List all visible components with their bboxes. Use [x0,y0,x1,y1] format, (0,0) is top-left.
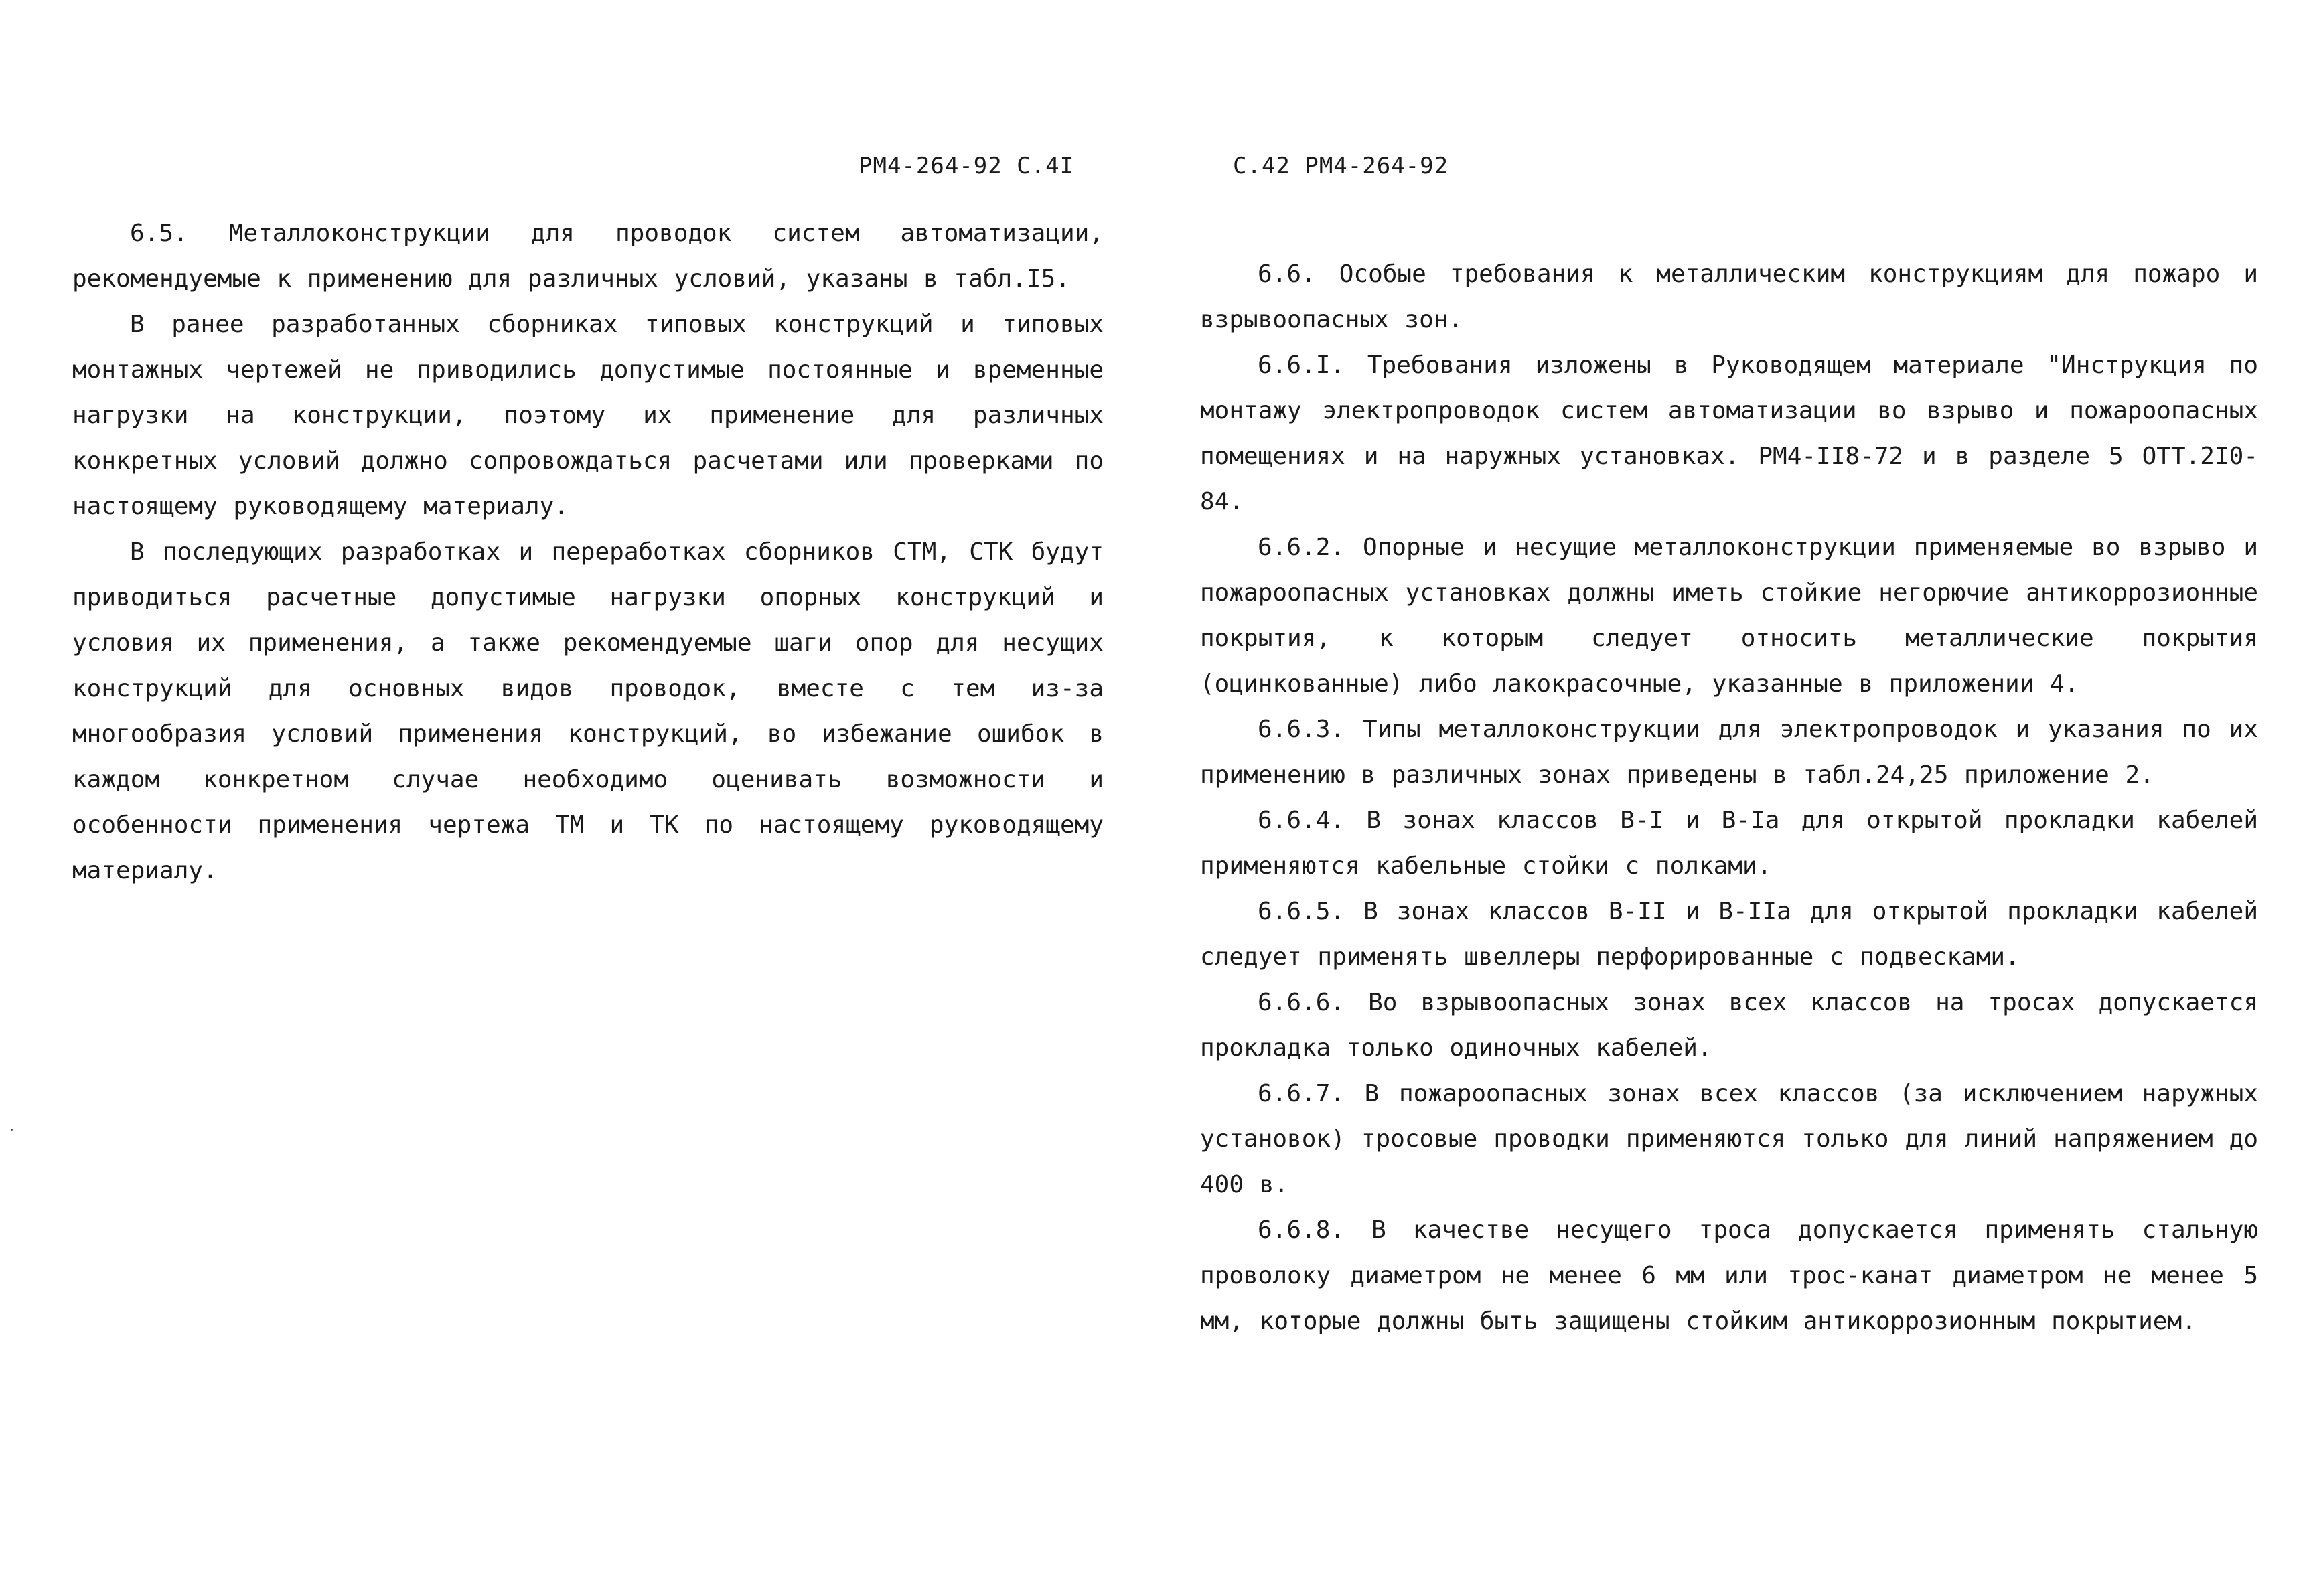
left-page-body [72,211,1104,894]
paragraph: 6.6.I. Требования изложены в Руководящем материале "Инструкция по монтажу электропроводок систем автоматизации во взрыво и пожароопасных помещениях и на наружных установках. РМ4-II8-72 и в разделе 5 ОТТ.2I0-84. [1200,351,2258,515]
paragraph: 6.6.2. Опорные и несущие металлоконструкции применяемые во взрыво и пожароопасных установках должны иметь стойкие негорючие антикоррозионные покрытия, к которым следует относить металлические покрытия (оцинкованные) либо лакокрасочные, указанные в приложении 4. [1200,534,2258,698]
right-page-header: С.42 РМ4-264-92 [1233,153,1449,179]
paragraph: 6.6.7. В пожароопасных зонах всех классов (за исключением наружных установок) тросовые проводки применяются только для линий напряжением до 400 в. [1200,1080,2258,1198]
paragraph: 6.6.6. Во взрывоопасных зонах всех классов на тросах допускается прокладка только одиночных кабелей. [1200,989,2258,1062]
paragraph: 6.6.3. Типы металлоконструкции для электропроводок и указания по их применению в различных зонах приведены в табл.24,25 приложение 2. [1200,716,2258,789]
paragraph: 6.5. Металлоконструкции для проводок систем автоматизации, рекомендуемые к применению для различных условий, указаны в табл.I5. [72,220,1104,293]
paragraph: В последующих разработках и переработках сборников СТМ, СТК будут приводиться расчетные допустимые нагрузки опорных конструкций и условия их применения, а также рекомендуемые шаги опор для несущих конструкций для основных видов проводок, вместе с тем из-за многообразия условий применения конструкций, во избежание ошибок в каждом конкретном случае необходимо оценивать возможности и особенности применения чертежа ТМ и ТК по настоящему руководящему материалу. [72,538,1104,884]
paragraph: 6.6.8. В качестве несущего троса допускается применять стальную проволоку диаметром не менее 6 мм или трос-канат диаметром не менее 5 мм, которые должны быть защищены стойким антикоррозионным покрытием. [1200,1216,2258,1335]
right-page [1152,0,2305,1596]
paragraph: 6.6.5. В зонах классов В-II и В-IIа для открытой прокладки кабелей следует применять швеллеры перфорированные с подвесками. [1200,898,2258,971]
paragraph: 6.6. Особые требования к металлическим конструкциям для пожаро и взрывоопасных зон. [1200,260,2258,333]
left-page [0,0,1152,1596]
scan-speck [11,1129,13,1131]
paragraph: 6.6.4. В зонах классов В-I и В-Iа для открытой прокладки кабелей применяются кабельные стойки с полками. [1200,807,2258,880]
paragraph: В ранее разработанных сборниках типовых конструкций и типовых монтажных чертежей не приводились допустимые постоянные и временные нагрузки на конструкции, поэтому их применение для различных конкретных условий должно сопровождаться расчетами или проверками по настоящему руководящему материалу. [72,311,1104,520]
left-page-header: РМ4-264-92 С.4I [859,153,1075,179]
right-page-body [1200,252,2258,1344]
